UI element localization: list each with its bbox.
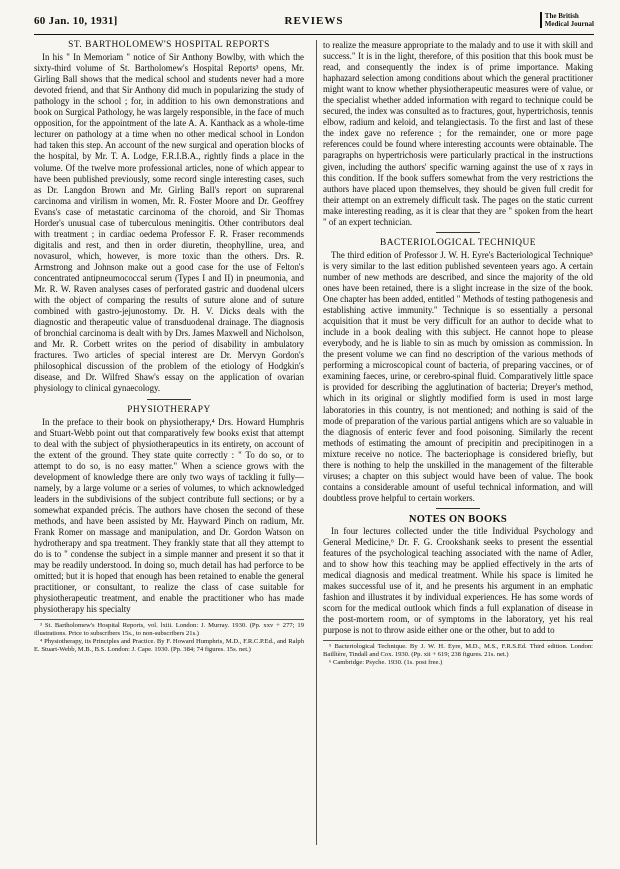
footnotes-left: [34, 619, 304, 654]
footnotes-right: [323, 640, 593, 667]
left-column: [34, 40, 304, 654]
journal-name-line2: Medical Journal: [544, 20, 594, 28]
page-header: [34, 12, 594, 32]
paragraph-physiotherapy-cont: to realize the measure appropriate to the malady and to use it with skill and success." It is in the light, therefore, of this position that this book must be read, and consequently the index is of prime importance. Making haphazard selection among conditions about which the general practitioner might want to know whether physiotherapeutic measures were of value, or the specialist whether added information with regard to technique could be secured, the index was consulted as to fractures, gout, hypertrichosis, tennis elbow, radium and keloid, and telangiectasis. To the first and last of these the index gave no reference ; for the remainder, one or more page references could be found where interesting accounts were obtainable. The paragraphs on hypertrichosis were particularly practical in the instructions given, including the authors' specific warning against the use of x rays in this condition. If the book suffers somewhat from the very restrictions the authors have placed upon themselves, they should be given full credit for their attempt on an extremely difficult task. The pages on the static current make interesting reading, as it is clear that they are " spoken from the heart " of an expert technician.: [323, 40, 593, 227]
heading-physiotherapy: PHYSIOTHERAPY: [127, 404, 211, 415]
paragraph-notes-on-books: In four lectures collected under the title Individual Psychology and General Medicine,⁶ Dr. F. G. Crookshank seeks to present the essential features of the psychological teaching associated with the name of Adler, and to show how this teaching may be applied effectively in the arts of medical diagnosis and medical treatment. While his space is limited he makes successful use of it, and he presents his argument in an emphatic fashion and illustrates it by individual experiences. He has some words of scorn for the medical outlook which finds a full explanation of disease in the post-mortem room, or of symptoms in the laboratory, yet his real purpose is not to throw aside either one or the other, but to add to: [323, 525, 593, 636]
paragraph-physiotherapy: In the preface to their book on physiotherapy,⁴ Drs. Howard Humphris and Stuart-Webb point out that comparatively few books exist that attempt to deal with the subject of physiotherapeutics in its entirety, on account of the extent of the ground. They state quite correctly : " To do so, or to attempt to do so, is no easy matter." When a science grows with the development of knowledge there are only two ways of tackling it fully—namely, by a large volume or a series of volumes, to which acknowledged leaders in the subdivisions of the subject contribute full sections; or by a somewhat expanded précis. The authors have chosen the second of these methods, and have been assisted by Mr. Hayward Pinch on radium, Mr. Frank Romer on massage and manipulation, and Dr. Gordon Watson on hydrotherapy and spa treatment. They frankly state that all they attempt to do is to " condense the subject in a simple manner and present it so that it may be readily understood. In doing so, much detail has had perforce to be omitted; but it is hoped that enough has been retained to enable the general practitioner, or consultant, to realize the class of case suitable for physiotherapeutic treatment, and enable the practitioner who has made physiotherapy his specialty: [34, 416, 304, 615]
footnote-3: ³ St. Bartholomew's Hospital Reports, vol. lxiii. London: J. Murray. 1930. (Pp. xxv + 277; 19 illustrations. Price to subscribers 15s., to non-subscribers 21s.): [34, 622, 304, 638]
section-divider: [147, 399, 191, 400]
column-divider: [316, 40, 317, 845]
footnote-4: ⁴ Physiotherapy, its Principles and Practice. By F. Howard Humphris, M.D., F.R.C.P.Ed., and Ralph E. Stuart-Webb, M.B., B.S. London: J. Cape. 1930. (Pp. 384; 74 figures. 15s. net.): [34, 638, 304, 654]
section-title: REVIEWS: [284, 15, 344, 27]
paragraph-st-bartholomews: In his " In Memoriam " notice of Sir Anthony Bowlby, with which the sixty-third volume of St. Bartholomew's Hospital Reports³ opens, Mr. Girling Ball shows that the medical school and students never had a more devoted friend, and that Sir Anthony did much in popularizing the study of pathology in the school ; for, in addition to his own demonstrations and book on Surgical Pathology, he was largely responsible, in the face of much opposition, for the appointment of the late A. A. Kanthack as a whole-time lecturer on pathology at a time when no other medical school in London had taken this step. An account of the new surgical and operation blocks of the hospital, by Mr. T. A. Lodge, F.R.I.B.A., rightly finds a place in the volume. Of the twelve more professional articles, none of which appear to have been published previously, some record single interesting cases, such as Dr. Langdon Brown and Mr. Girling Ball's report on suprarenal carcinoma and virilism in women, Mr. R. Foster Moore and Dr. Geoffrey Evans's case of metastatic carcinoma of the choroid, and Sir Thomas Horder's unusual case of tuberculous meningitis. Other contributors deal with treatment ; in cardiac oedema Professor F. R. Fraser recommends digitalis and rest, and then in order diuretin, theophylline, urea, and novasurol, which, however, is more toxic than the others. Drs. R. Armstrong and Johnson make out a good case for the use of Felton's concentrated antipneumococcal serum (Types I and II) in pneumonia, and Mr. R. W. Raven analyses cases of perforated gastric and duodenal ulcers with the object of comparing the results of suture alone and of suture combined with gastro-jejunostomy. Dr. H. V. Dicks deals with the diagnostic and therapeutic value of transduodenal drainage. The diagnosis of bronchial carcinoma is dealt with by Drs. James Maxwell and Nicholson, and Mr. R. Corbett writes on the period of disability in ambulatory fractures. Two articles of special interest are Dr. Mervyn Gordon's philosophical discussion of the problem of the etiology of Hodgkin's disease, and Dr. Wilfred Shaw's essay on the application of ovarian physiology to clinical gynaecology.: [34, 52, 304, 394]
journal-name-line1: The British: [544, 12, 579, 20]
heading-notes-on-books: NOTES ON BOOKS: [408, 513, 508, 525]
page-date: 60 Jan. 10, 1931]: [34, 15, 118, 27]
journal-name: [540, 12, 594, 28]
right-column: [323, 40, 593, 667]
heading-bacteriological: BACTERIOLOGICAL TECHNIQUE: [380, 237, 536, 248]
heading-st-bartholomews: ST. BARTHOLOMEW'S HOSPITAL REPORTS: [68, 40, 270, 50]
paragraph-bacteriological: The third edition of Professor J. W. H. Eyre's Bacteriological Technique⁵ is very similar to the last edition published seventeen years ago. A certain number of new methods are described, and since the majority of the old ones have been retained, there is a slight increase in the size of the book. One chapter has been added, entitled " Methods of testing pathogenesis and establishing active immunity." Technique is so essentially a personal acquisition that it must be very difficult for an author to decide what to include in a book dealing with this subject. He cannot hope to please everybody, and he is liable to sin as much by omission as commission. In the present volume we can find no description of the various methods of performing a microscopical count of bacteria, of preparing vaccines, or of examining faeces, urine, or cerebro-spinal fluid. Comparatively little space is provided for describing the agglutination of bacteria; Dreyer's method, which in its original or slightly modified form is used in most large laboratories in this country, is not mentioned; and nothing is said of the mode of preparation of the various partial antigens which are so valuable in the diagnosis of enteric fever and food poisoning. Similarly the recent methods of estimating the amount of precipitin and precipitinogen in a mixture receive no notice. The bacteriophage is considered briefly, but there is nothing to help the unskilled in the management of the filterable viruses; a chapter on this subject would have been of value. The book contains a considerable amount of useful technical information, and will doubtless prove helpful to certain workers.: [323, 249, 593, 503]
footnote-5: ⁵ Bacteriological Technique. By J. W. H. Eyre, M.D., M.S., F.R.S.Ed. Third edition. London: Baillière, Tindall and Cox. 1930. (Pp. xii + 619; 238 figures. 21s. net.): [323, 643, 593, 659]
section-divider: [436, 508, 480, 509]
footnote-6: ⁶ Cambridge: Psyche. 1930. (1s. post free.): [329, 659, 443, 667]
header-rule: [34, 34, 594, 35]
section-divider: [436, 232, 480, 233]
